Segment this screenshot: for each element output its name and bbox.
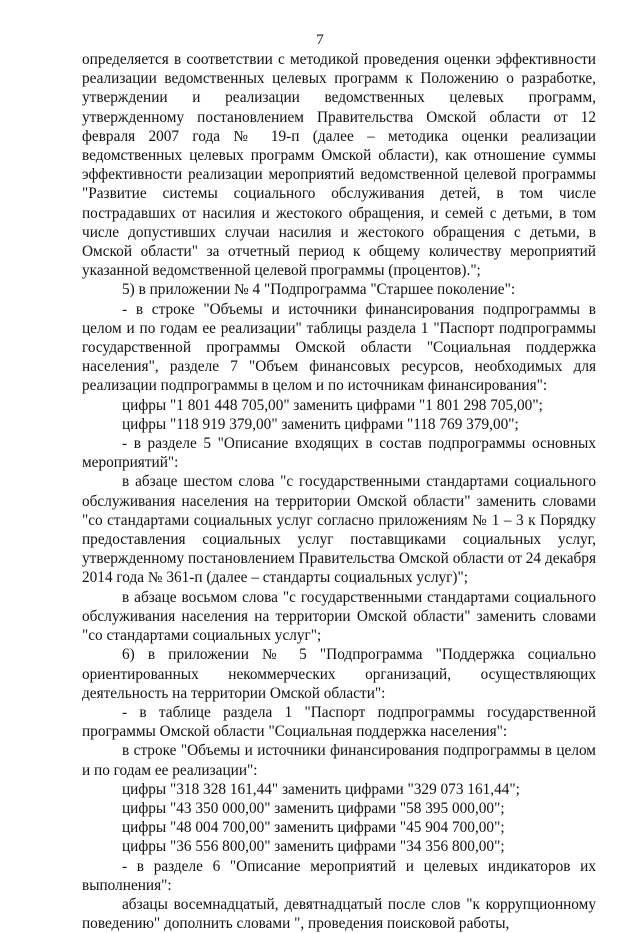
paragraph-amount-change: цифры "318 328 161,44" заменить цифрами "329 073 161,44"; xyxy=(122,780,520,798)
paragraph-amount-change: цифры "48 004 700,00" заменить цифрами "45 904 700,00"; xyxy=(122,819,505,837)
paragraph-amount-change: цифры "118 919 379,00" заменить цифрами "118 769 379,00"; xyxy=(122,415,519,433)
paragraph-methodology: определяется в соответствии с методикой проведения оценки эффективности реализации ведомственных целевых программ к Положению о разработке, утверждении и реализации ведомственных целевых программ, утвержденному постановлением Правительства Омской области от 12 февраля 2007 года № 19-п (далее – методика оценки реализации ведомственных целевых программ Омской области), как отношение суммы эффективности реализации мероприятий ведомственной целевой программы "Развитие системы социального обслуживания детей, в том числе пострадавших от насилия и жестокого обращения, и семей с детьми, в том числе допустивших случаи насилия и жестокого обращения с детьми, в Омской области" за отчетный период к общему количеству мероприятий указанной ведомственной целевой программы (процентов)."; xyxy=(82,51,596,280)
paragraph-amount-change: цифры "36 556 800,00" заменить цифрами "34 356 800,00"; xyxy=(122,838,505,856)
paragraph-item-5: 5) в приложении № 4 "Подпрограмма "Старшее поколение": xyxy=(122,281,516,299)
paragraph-section-5: - в разделе 5 "Описание входящих в состав подпрограммы основных мероприятий": xyxy=(82,435,596,472)
paragraph-sixth-clause: в абзаце шестом слова "с государственными стандартами социального обслуживания населения на территории Омской области" заменить словами "со стандартами социальных услуг согласно приложениям № 1 – 3 к Порядку предоставления социальных услуг поставщиками социальных услуг, утвержденному постановлением Правительства Омской области от 24 декабря 2014 года № 361-п (далее – стандарты социальных услуг)"; xyxy=(82,473,596,587)
paragraph-eighth-clause: в абзаце восьмом слова "с государственными стандартами социального обслуживания населения на территории Омской области" заменить словами "со стандартами социальных услуг"; xyxy=(82,588,596,645)
paragraph-table-section-1: - в таблице раздела 1 "Паспорт подпрограммы государственной программы Омской области "Социальная поддержка населения": xyxy=(82,703,596,741)
paragraph-amount-change: цифры "43 350 000,00" заменить цифрами "58 395 000,00"; xyxy=(122,799,505,817)
paragraph-item-6: 6) в приложении № 5 "Подпрограмма "Поддержка социально ориентированных некоммерческих организаций, осуществляющих деятельность на территории Омской области": xyxy=(82,646,596,702)
paragraph-amount-change: цифры "1 801 448 705,00" заменить цифрами "1 801 298 705,00"; xyxy=(122,396,543,414)
document-body xyxy=(82,50,596,933)
page-number: 7 xyxy=(316,32,324,48)
paragraph-section-6: - в разделе 6 "Описание мероприятий и целевых индикаторов их выполнения": xyxy=(82,857,596,894)
paragraph-eighteenth-clause: абзацы восемнадцатый, девятнадцатый после слов "к коррупционному поведению" дополнить словами ", проведения поисковой работы, xyxy=(82,895,596,933)
paragraph-financing-row: - в строке "Объемы и источники финансирования подпрограммы в целом и по годам ее реализации" таблицы раздела 1 "Паспорт подпрограммы государственной программы Омской области "Социальная поддержка населения", разделе 7 "Объем финансовых ресурсов, необходимых для реализации подпрограммы в целом и по источникам финансирования": xyxy=(82,300,596,395)
paragraph-financing-row-2: в строке "Объемы и источники финансирования подпрограммы в целом и по годам ее реализации": xyxy=(82,742,596,779)
